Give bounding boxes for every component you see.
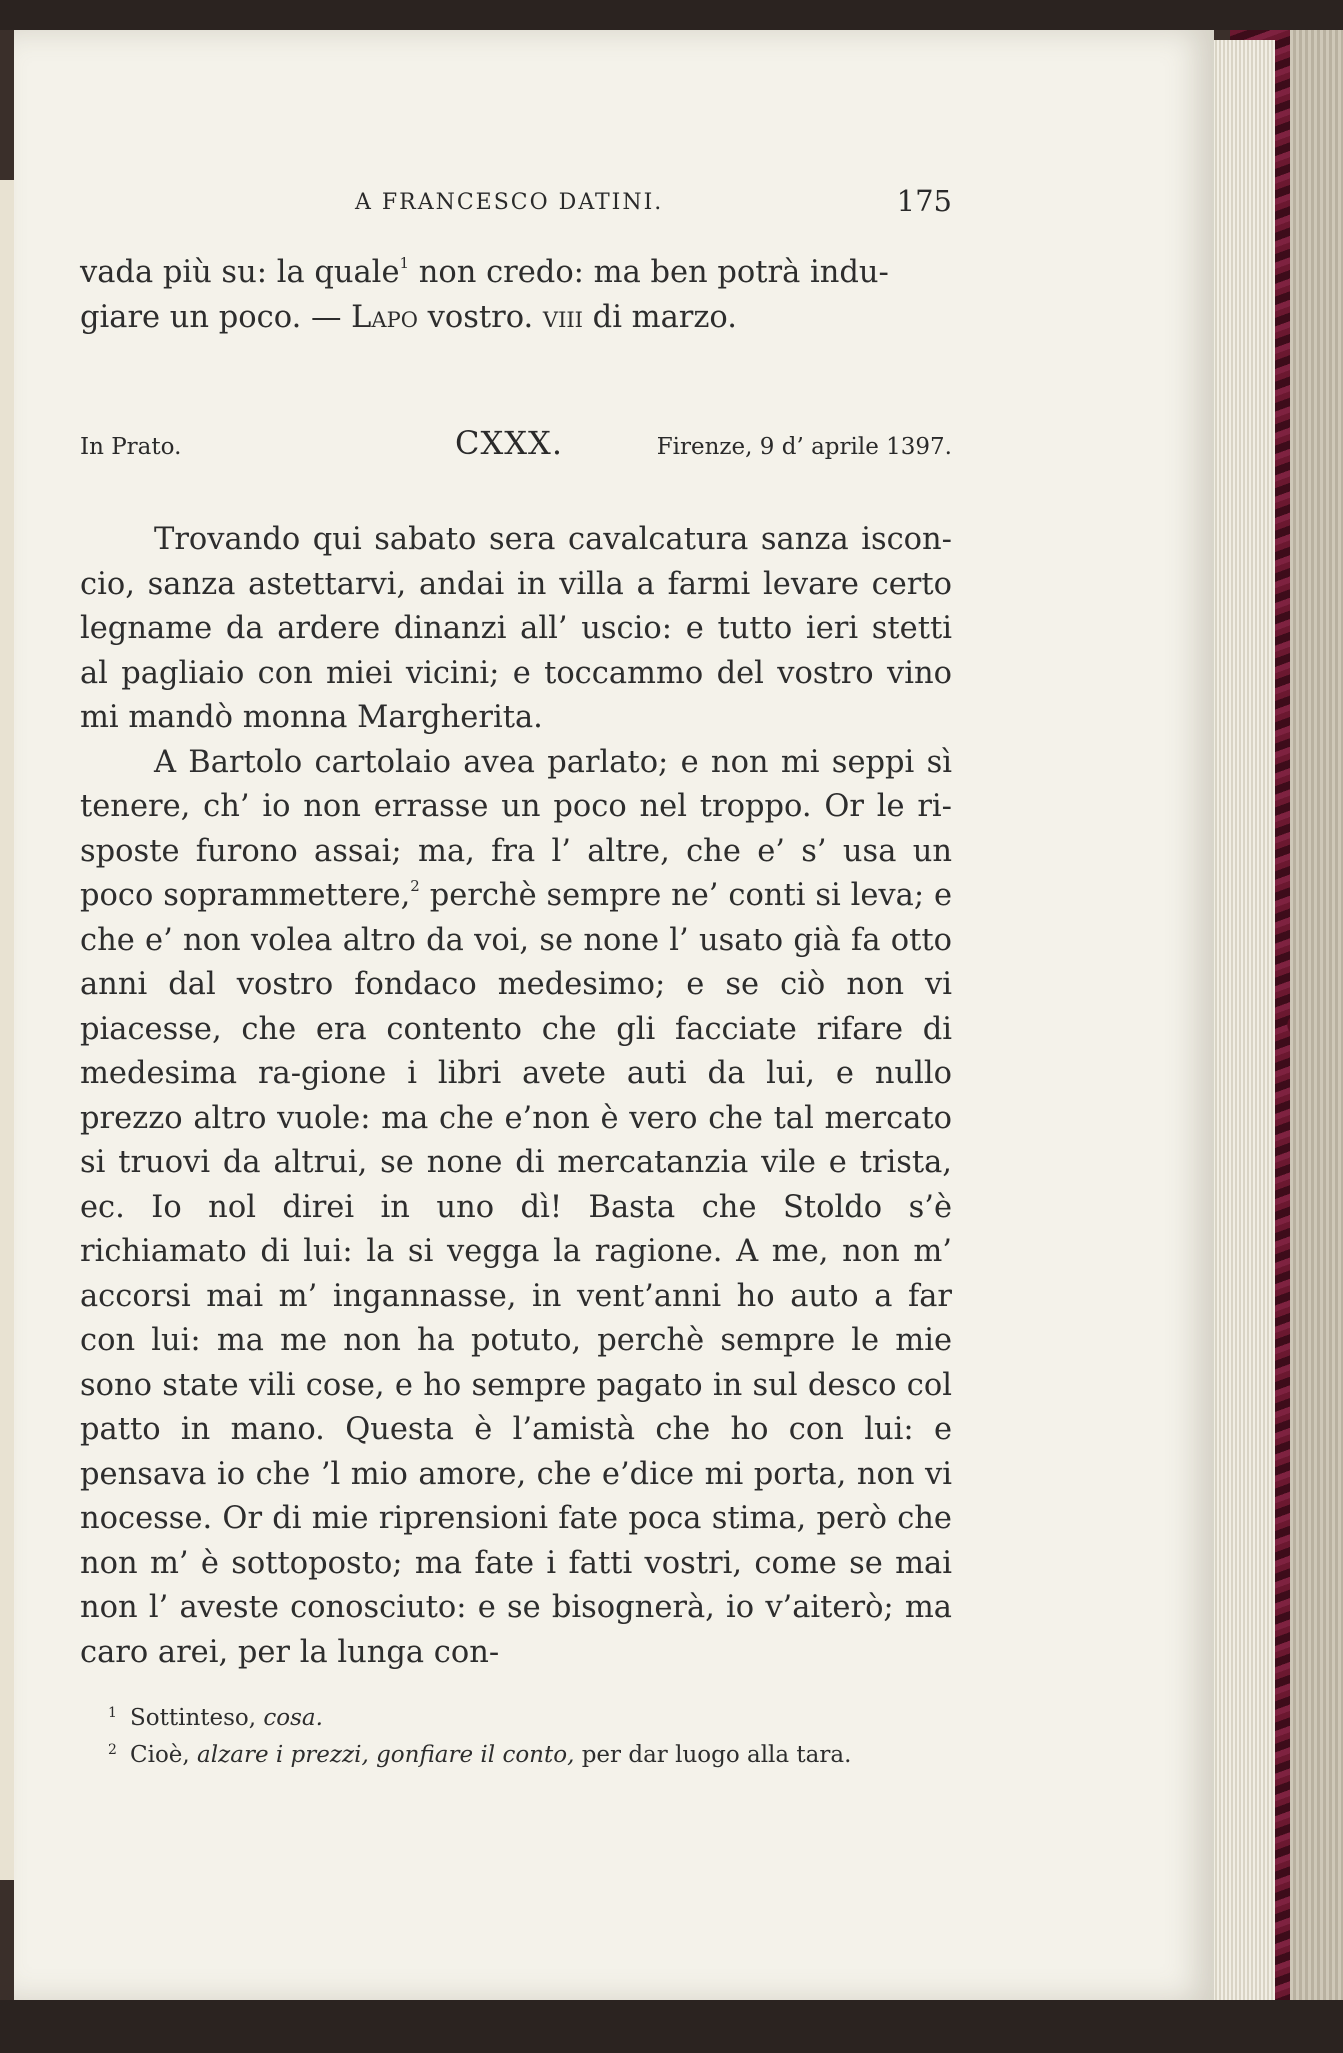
continuation-line-1-a: vada più su: la quale [80,255,400,290]
date-numeral: viii [542,299,583,335]
letter-place: In Prato. [80,434,182,460]
continuation-line-2-b: vostro. [417,299,543,335]
footnote-ref-2: 2 [410,877,420,895]
letter-heading [80,424,952,470]
footnote-1-mark: 1 [108,1705,117,1721]
footnote-2-rest: per dar luogo alla tara. [574,1742,852,1768]
binding-cloth [1290,30,1343,2020]
letter-date: Firenze, 9 d’ aprile 1397. [656,434,952,460]
continuation-line-2-a: giare un poco. — [80,299,352,335]
letter-number: CXXX. [455,424,563,462]
footnote-ref-1: 1 [399,254,410,272]
footnote-1-italic: cosa. [263,1705,323,1731]
paragraph-1: Trovando qui sabato sera cavalcatura sanza iscon-cio, sanza astettarvi, andai in villa a farmi levare certo legname da ardere dinanzi all’ uscio: e tutto ieri stetti al pagliaio con miei vicini; e toccammo del vostro vino mi mandò monna Margherita. [80,522,952,735]
page-edges [1205,40,1275,2000]
footnote-2-text: Cioè, [130,1742,198,1768]
footnote-1 [108,1700,960,1737]
running-head [80,184,952,230]
paragraph-2 [80,741,952,1676]
continuation-text [80,251,952,340]
top-shadow [0,0,1343,30]
page-number: 175 [896,184,952,218]
paragraph-2-part-2: perchè sempre ne’ conti si leva; e che e’ non volea altro da voi, se none l’ usato già fa otto anni dal vostro fondaco medesimo; e se ciò non vi piacesse, che era contento che gli facciate rifare di medesima ra-gione i libri avete auti da lui, e nullo prezzo altro vuole: ma che e’non è vero che tal mercato si truovi da altrui, se none di mercatanzia vile e trista, ec. Io nol direi in uno dì! Basta che Stoldo s’è richiamato di lui: la si vegga la ragione. A me, non m’ accorsi mai m’ ingannasse, in vent’anni ho auto a far con lui: ma me non ha potuto, perchè sempre le mie sono state vili cose, e ho sempre pagato in sul desco col patto in mano. Questa è l’amistà che ho con lui: e pensava io che ’l mio amore, che e’dice mi porta, non vi nocesse. Or di mie riprensioni fate poca stima, però che non m’ è sottoposto; ma fate i fatti vostri, come se mai non l’ aveste conosciuto: e se bisognerà, io v’aiterò; ma caro arei, per la lunga con- [80,878,952,1670]
paragraph-2-part-1: A Bartolo cartolaio avea parlato; e non mi seppi sì tenere, ch’ io non errasse un poco nel troppo. Or le ri-sposte furono assai; ma, fra l’ altre, che e’ s’ usa un poco soprammettere, [80,744,952,913]
footnotes [108,1700,960,1774]
continuation-line-2 [80,296,952,341]
footnote-2-italic: alzare i prezzi, gonfiare il conto, [197,1742,575,1768]
signature: Lapo [351,299,418,335]
footnote-2 [108,1737,960,1774]
running-head-title: A FRANCESCO DATINI. [355,190,664,215]
continuation-line-1 [80,251,952,296]
bottom-shadow [0,2000,1343,2053]
letter-body [80,518,952,1675]
footnote-2-mark: 2 [108,1742,117,1758]
continuation-line-2-c: di marzo. [582,299,737,335]
continuation-line-1-b: non credo: ma ben potrà indu- [409,255,889,290]
footnote-1-text: Sottinteso, [130,1705,264,1731]
